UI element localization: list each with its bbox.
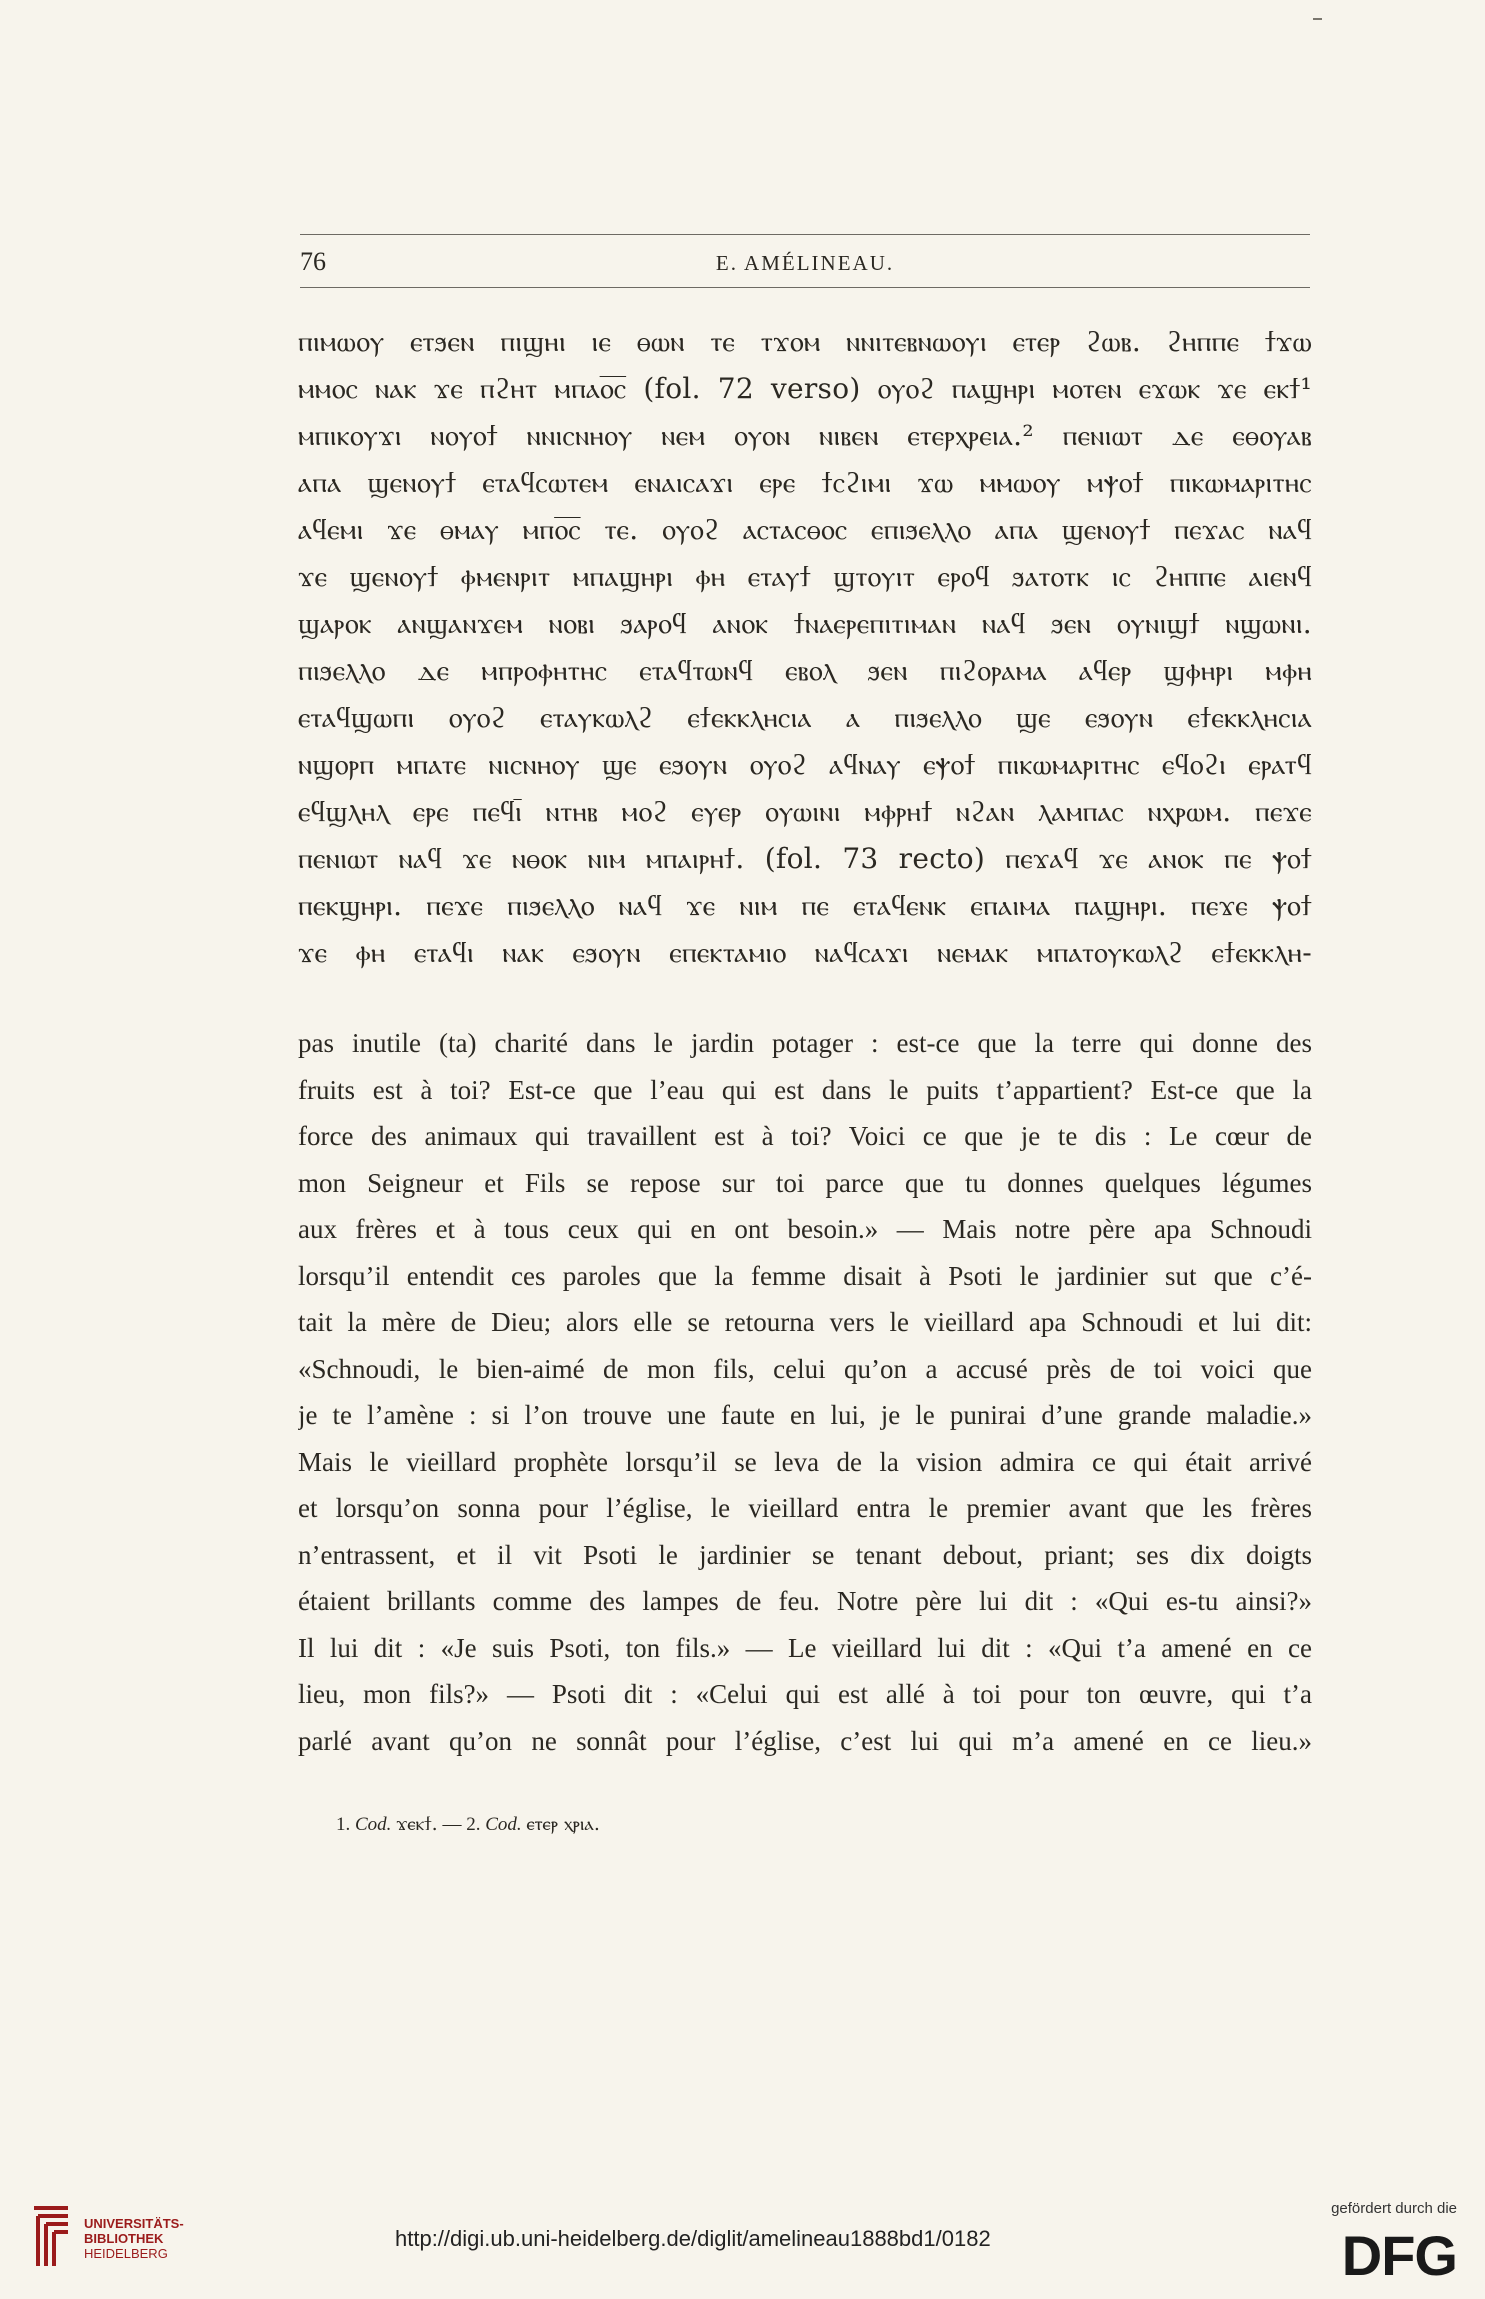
coptic-line: ⲡⲓϧⲉⲗⲗⲟ ⲇⲉ ⲙⲡⲣⲟⲫⲏⲧⲏⲥ ⲉⲧⲁϥⲧⲱⲛϥ ⲉⲃⲟⲗ ϧⲉⲛ ⲡⲓϩⲟⲣⲁⲙⲁ ⲁϥⲉⲣ ϣⲫⲏⲣⲓ ⲙⲫⲏ <box>298 654 1312 687</box>
footnote-1-label: 1. <box>336 1814 351 1835</box>
coptic-line: ⲉϥϣⲗⲏⲗ ⲉⲣⲉ ⲡⲉϥⲓ̅ ⲛⲧⲏⲃ ⲙⲟϩ ⲉⲩⲉⲣ ⲟⲩⲱⲓⲛⲓ ⲙⲫⲣⲏϯ ⲛϩⲁⲛ ⲗⲁⲙⲡⲁⲥ ⲛⲭⲣⲱⲙ. ⲡⲉϫⲉ <box>298 795 1312 828</box>
coptic-line: ⲡⲓⲙⲱⲟⲩ ⲉⲧϧⲉⲛ ⲡⲓϣⲏⲓ ⲓⲉ ⲑⲱⲛ ⲧⲉ ⲧϫⲟⲙ ⲛⲛⲓⲧⲉⲃⲛⲱⲟⲩⲓ ⲉⲧⲉⲣ ϩⲱⲃ. ϩⲏⲡⲡⲉ ϯϫⲱ <box>298 325 1312 358</box>
coptic-line: ⲡⲉⲛⲓⲱⲧ ⲛⲁϥ ϫⲉ ⲛⲑⲟⲕ ⲛⲓⲙ ⲙⲡⲁⲓⲣⲏϯ. (fol. 73 recto) ⲡⲉϫⲁϥ ϫⲉ ⲁⲛⲟⲕ ⲡⲉ ⲯⲟϯ <box>298 842 1312 875</box>
french-line: n’entrassent, et il vit Psoti le jardinier se tenant debout, priant; ses dix doigts <box>298 1539 1312 1570</box>
coptic-line: ϣⲁⲣⲟⲕ ⲁⲛϣⲁⲛϫⲉⲙ ⲛⲟⲃⲓ ϧⲁⲣⲟϥ ⲁⲛⲟⲕ ϯⲛⲁⲉⲣⲉⲡⲓⲧⲓⲙⲁⲛ ⲛⲁϥ ϧⲉⲛ ⲟⲩⲛⲓϣϯ ⲛϣⲱⲛⲓ. <box>298 607 1312 640</box>
coptic-line: ⲉⲧⲁϥϣⲱⲡⲓ ⲟⲩⲟϩ ⲉⲧⲁⲩⲕⲱⲗϩ ⲉϯⲉⲕⲕⲗⲏⲥⲓⲁ ⲁ ⲡⲓϧⲉⲗⲗⲟ ϣⲉ ⲉϧⲟⲩⲛ ⲉϯⲉⲕⲕⲗⲏⲥⲓⲁ <box>298 701 1312 734</box>
french-line: Mais le vieillard prophète lorsqu’il se leva de la vision admira ce qui était arrivé <box>298 1446 1312 1477</box>
french-line: lieu, mon fils?» — Psoti dit : «Celui qui est allé à toi pour ton œuvre, qui t’a <box>298 1679 1312 1709</box>
logo-line-2: BIBLIOTHEK <box>84 2231 164 2246</box>
dfg-logo: DFG <box>1341 2224 1457 2287</box>
coptic-line: ⲁⲡⲁ ϣⲉⲛⲟⲩϯ ⲉⲧⲁϥⲥⲱⲧⲉⲙ ⲉⲛⲁⲓⲥⲁϫⲓ ⲉⲣⲉ ϯⲥϩⲓⲙⲓ ϫⲱ ⲙⲙⲱⲟⲩ ⲙⲯⲟϯ ⲡⲓⲕⲱⲙⲁⲣⲓⲧⲏⲥ <box>298 466 1312 499</box>
coptic-line: ⲙⲙⲟⲥ ⲛⲁⲕ ϫⲉ ⲡϩⲏⲧ ⲙⲡⲁⲟ̅ⲥ̅ (fol. 72 verso) ⲟⲩⲟϩ ⲡⲁϣⲏⲣⲓ ⲙⲟⲧⲉⲛ ⲉϫⲱⲕ ϫⲉ ⲉⲕϯ¹ <box>298 372 1312 405</box>
footnote-2-label: 2. <box>466 1814 481 1835</box>
coptic-line: ⲁϥⲉⲙⲓ ϫⲉ ⲑⲙⲁⲩ ⲙⲡⲟ̅ⲥ̅ ⲧⲉ. ⲟⲩⲟϩ ⲁⲥⲧⲁⲥⲑⲟⲥ ⲉⲡⲓϧⲉⲗⲗⲟ ⲁⲡⲁ ϣⲉⲛⲟⲩϯ ⲡⲉϫⲁⲥ ⲛⲁϥ <box>298 513 1312 546</box>
french-line: et lorsqu’on sonna pour l’église, le vieillard entra le premier avant que les frères <box>298 1493 1312 1523</box>
coptic-text-block <box>298 318 1312 976</box>
footnote-1-cod: Cod. <box>355 1814 392 1835</box>
french-line: force des animaux qui travaillent est à toi? Voici ce que je te dis : Le cœur de <box>298 1121 1312 1151</box>
page-number: 76 <box>300 247 326 276</box>
footnote-2-text: ⲉⲧⲉⲣ ⲭⲣⲓⲁ. <box>526 1813 600 1835</box>
french-translation-block <box>298 1020 1312 1764</box>
french-line: tait la mère de Dieu; alors elle se retourna vers le vieillard apa Schnoudi et lui dit: <box>298 1307 1312 1337</box>
university-library-logo-icon <box>28 2204 76 2270</box>
footnotes <box>336 1813 600 1836</box>
header-top-rule <box>300 234 1310 235</box>
french-line: mon Seigneur et Fils se repose sur toi parce que tu donnes quelques légumes <box>298 1167 1312 1198</box>
footnote-1-text: ϫⲉⲕϯ. <box>396 1813 438 1835</box>
page-header <box>300 247 1310 279</box>
french-line: pas inutile (ta) charité dans le jardin potager : est-ce que la terre qui donne des <box>298 1028 1312 1058</box>
french-line: fruits est à toi? Est-ce que l’eau qui est dans le puits t’appartient? Est-ce que la <box>298 1074 1312 1105</box>
french-line: étaient brillants comme des lampes de feu. Notre père lui dit : «Qui es-tu ainsi?» <box>298 1586 1312 1616</box>
header-bottom-rule <box>300 287 1310 288</box>
french-line: «Schnoudi, le bien-aimé de mon fils, celui qu’on a accusé près de toi voici que <box>298 1353 1312 1384</box>
footnote-2-cod: Cod. <box>485 1814 522 1835</box>
french-line: lorsqu’il entendit ces paroles que la femme disait à Psoti le jardinier sut que c’é- <box>298 1260 1312 1291</box>
logo-line-3: HEIDELBERG <box>84 2246 168 2261</box>
coptic-line: ϫⲉ ϣⲉⲛⲟⲩϯ ⲫⲙⲉⲛⲣⲓⲧ ⲙⲡⲁϣⲏⲣⲓ ⲫⲏ ⲉⲧⲁⲩϯ ϣⲧⲟⲩⲓⲧ ⲉⲣⲟϥ ϧⲁⲧⲟⲧⲕ ⲓⲥ ϩⲏⲡⲡⲉ ⲁⲓⲉⲛϥ <box>298 560 1312 593</box>
french-line: parlé avant qu’on ne sonnât pour l’église, c’est lui qui m’a amené en ce lieu.» <box>298 1725 1312 1756</box>
corner-mark <box>1313 18 1322 20</box>
french-line: je te l’amène : si l’on trouve une faute en lui, je le punirai d’une grande maladie.» <box>298 1400 1312 1430</box>
funding-label: gefördert durch die <box>1331 2200 1457 2217</box>
coptic-line: ϫⲉ ⲫⲏ ⲉⲧⲁϥⲓ ⲛⲁⲕ ⲉϧⲟⲩⲛ ⲉⲡⲉⲕⲧⲁⲙⲓⲟ ⲛⲁϥⲥⲁϫⲓ ⲛⲉⲙⲁⲕ ⲙⲡⲁⲧⲟⲩⲕⲱⲗϩ ⲉϯⲉⲕⲕⲗⲏ- <box>298 936 1312 969</box>
footnote-separator: — <box>442 1814 462 1835</box>
digitization-footer <box>0 2190 1485 2299</box>
permalink-url[interactable]: http://digi.ub.uni-heidelberg.de/diglit/amelineau1888bd1/0182 <box>395 2226 991 2251</box>
coptic-line: ⲛϣⲟⲣⲡ ⲙⲡⲁⲧⲉ ⲛⲓⲥⲛⲏⲟⲩ ϣⲉ ⲉϧⲟⲩⲛ ⲟⲩⲟϩ ⲁϥⲛⲁⲩ ⲉⲯⲟϯ ⲡⲓⲕⲱⲙⲁⲣⲓⲧⲏⲥ ⲉϥⲟϩⲓ ⲉⲣⲁⲧϥ <box>298 748 1312 781</box>
french-line: Il lui dit : «Je suis Psoti, ton fils.» — Le vieillard lui dit : «Qui t’a amené en ce <box>298 1632 1312 1663</box>
coptic-line: ⲡⲉⲕϣⲏⲣⲓ. ⲡⲉϫⲉ ⲡⲓϧⲉⲗⲗⲟ ⲛⲁϥ ϫⲉ ⲛⲓⲙ ⲡⲉ ⲉⲧⲁϥⲉⲛⲕ ⲉⲡⲁⲓⲙⲁ ⲡⲁϣⲏⲣⲓ. ⲡⲉϫⲉ ⲯⲟϯ <box>298 889 1312 922</box>
university-library-name <box>84 2216 184 2261</box>
running-head: E. AMÉLINEAU. <box>715 251 895 275</box>
french-line: aux frères et à tous ceux qui en ont besoin.» — Mais notre père apa Schnoudi <box>298 1214 1312 1244</box>
coptic-line: ⲙⲡⲓⲕⲟⲩϫⲓ ⲛⲟⲩⲟϯ ⲛⲛⲓⲥⲛⲏⲟⲩ ⲛⲉⲙ ⲟⲩⲟⲛ ⲛⲓⲃⲉⲛ ⲉⲧⲉⲣⲭⲣⲉⲓⲁ.² ⲡⲉⲛⲓⲱⲧ ⲇⲉ ⲉⲑⲟⲩⲁⲃ <box>298 419 1312 452</box>
logo-line-1: UNIVERSITÄTS- <box>84 2216 184 2231</box>
